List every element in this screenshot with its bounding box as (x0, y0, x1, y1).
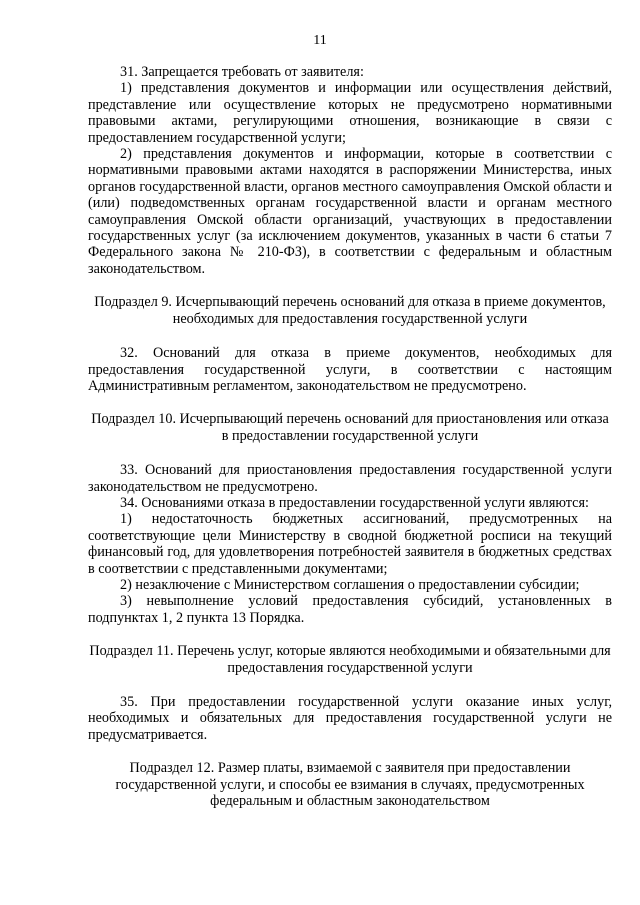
clause-32: 32. Оснований для отказа в приеме документов, необходимых для предоставления государственной услуги, в соответствии с настоящим Административным регламентом, законодательством не предусмотрено. (88, 345, 612, 394)
subsection-9-heading: Подраздел 9. Исчерпывающий перечень оснований для отказа в приеме документов, необходимых для предоставления государственной услуги (94, 294, 606, 327)
clause-31-item-1: 1) представления документов и информации или осуществления действий, представление или осуществление которых не предусмотрено нормативными правовыми актами, регулирующими отношения, возникающие в связи с предоставлением государственной услуги; (88, 80, 612, 146)
clause-33: 33. Оснований для приостановления предоставления государственной услуги законодательством не предусмотрено. (88, 462, 612, 495)
spacer (88, 327, 612, 345)
page-number: 11 (313, 33, 327, 48)
subsection-10-heading: Подраздел 10. Исчерпывающий перечень оснований для приостановления или отказа в предоставлении государственной услуги (91, 411, 609, 444)
clause-34-item-3: 3) невыполнение условий предоставления субсидий, установленных в подпунктах 1, 2 пункта 13 Порядка. (88, 593, 612, 626)
spacer (88, 444, 612, 462)
spacer (88, 277, 612, 294)
clause-31: 31. Запрещается требовать от заявителя: (120, 64, 364, 80)
clause-34: 34. Основаниями отказа в предоставлении государственной услуги являются: (120, 494, 589, 511)
subsection-12-heading: Подраздел 12. Размер платы, взимаемой с заявителя при предоставлении государственной услуги, и способы ее взимания в случаях, предусмотренных федеральным и областным законодательством (115, 760, 585, 810)
spacer (88, 676, 612, 694)
document-body (88, 64, 612, 809)
spacer (88, 626, 612, 643)
spacer (88, 394, 612, 411)
clause-34-item-1: 1) недостаточность бюджетных ассигнований, предусмотренных на соответствующие цели Министерству в сводной бюджетной росписи на текущий финансовый год, для удовлетворения потребностей заявителя в бюджетных средствах в соответствии с представленными документами; (88, 511, 612, 577)
clause-35: 35. При предоставлении государственной услуги оказание иных услуг, необходимых и обязательных для предоставления государственной услуги не предусматривается. (88, 694, 612, 743)
spacer (88, 743, 612, 760)
clause-34-item-2: 2) незаключение с Министерством соглашения о предоставлении субсидии; (120, 576, 580, 593)
clause-31-item-2: 2) представления документов и информации, которые в соответствии с нормативными правовыми актами находятся в распоряжении Министерства, иных органов государственной власти, органов местного самоуправления Омской области и (или) подведомственных органам государственной власти и органам местного самоуправления Омской области организаций, участвующих в предоставлении государственных услуг (за исключением документов, указанных в части 6 статьи 7 Федерального закона № 210-ФЗ), в соответствии с федеральным и областным законодательством. (88, 146, 612, 277)
subsection-11-heading: Подраздел 11. Перечень услуг, которые являются необходимыми и обязательными для предоставления государственной услуги (89, 643, 611, 676)
